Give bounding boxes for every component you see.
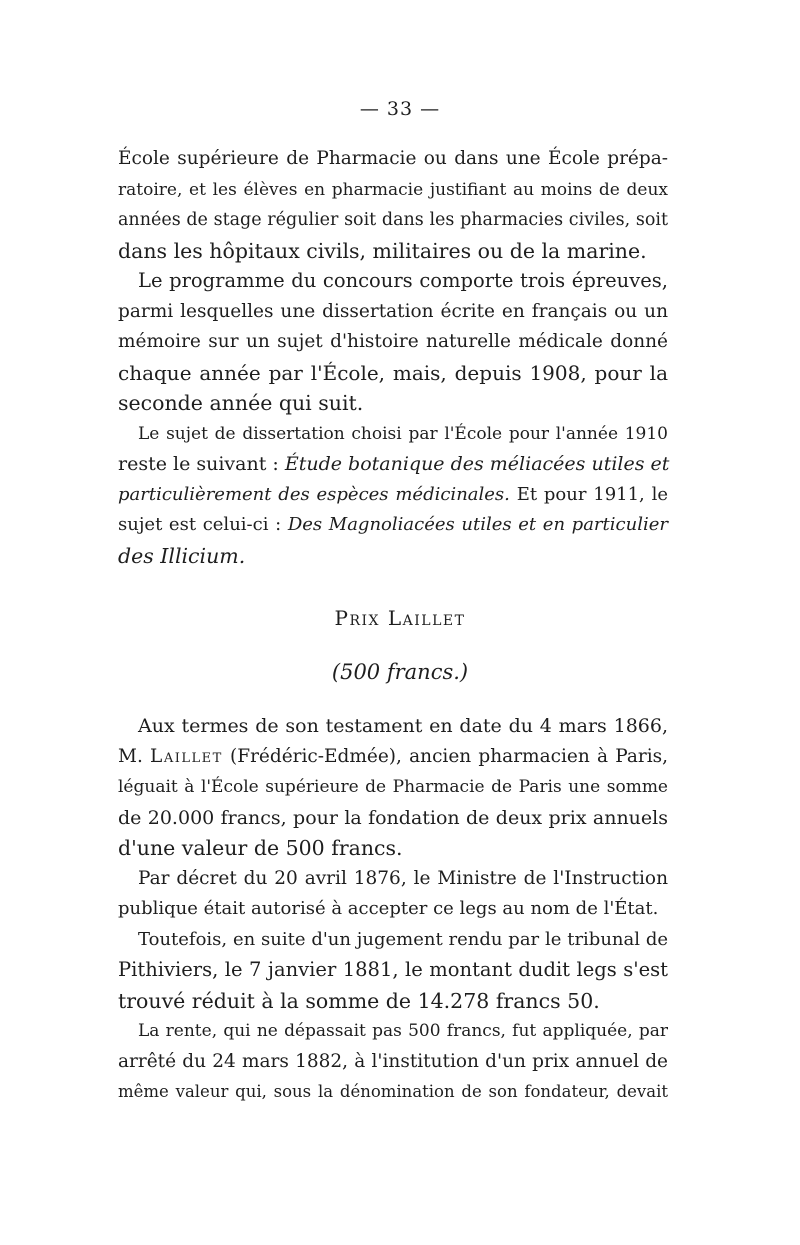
text-line [118,449,668,480]
text-block-school [118,144,668,571]
text-line: seconde année qui suit. [118,391,364,415]
text-line: années de stage régulier soit dans les pharmacies civiles, soit [118,210,668,230]
text-line: La rente, qui ne dépassait pas 500 francs, fut appliquée, par [138,1021,668,1041]
text-line: Aux termes de son testament en date du 4 mars 1866, [138,715,668,737]
text-line: parmi lesquelles une dissertation écrite en français ou un [118,300,668,322]
text-line: arrêté du 24 mars 1882, à l'institution d'un prix annuel de [118,1050,668,1072]
text-block-laillet [118,711,668,1108]
text-line: dans les hôpitaux civils, militaires ou de la marine. [118,238,647,263]
text-line: Le sujet de dissertation choisi par l'École pour l'année 1910 [138,423,668,444]
text-line: Toutefois, en suite d'un jugement rendu par le tribunal de [138,928,668,950]
section-subheading [0,660,800,684]
dissertation-title-1911: Des Magnoliacées utiles et en particulier [287,514,668,535]
text-line [118,742,668,773]
text-line: Pithiviers, le 7 janvier 1881, le montant dudit legs s'est [118,958,668,981]
text-fragment: sujet est celui-ci : [118,514,282,535]
prize-amount: (500 francs.) [331,660,469,684]
text-line: chaque année par l'École, mais, depuis 1908, pour la [118,360,668,385]
text-line: mémoire sur un sujet d'histoire naturelle médicale donné [118,331,668,352]
dissertation-title-1910-cont: particulièrement des espèces médicinales. [118,483,510,505]
text-line: même valeur qui, sous la dénomination de son fondateur, devait [118,1082,668,1101]
text-fragment: Et pour 1911, le [516,483,668,505]
section-heading: Prix Laillet [334,606,466,630]
text-line: léguait à l'École supérieure de Pharmacie de Paris une somme [118,777,668,797]
text-line: de 20.000 francs, pour la fondation de deux prix annuels [118,806,668,829]
text-line: d'une valeur de 500 francs. [118,836,403,860]
text-line: trouvé réduit à la somme de 14.278 francs 50. [118,988,600,1013]
text-line: Par décret du 20 avril 1876, le Ministre de l'Instruction [138,867,668,889]
text-line: École supérieure de Pharmacie ou dans une École prépa- [118,148,668,169]
dissertation-title-1910: Étude botanique des méliacées utiles et [284,453,670,475]
dissertation-title-1911-cont: des Illicium. [118,543,246,568]
text-line: publique était autorisé à accepter ce legs au nom de l'État. [118,898,659,919]
text-line [118,510,668,541]
text-line: Le programme du concours comporte trois épreuves, [138,269,668,292]
text-line [118,480,668,511]
text-fragment: M. [118,745,143,767]
founder-name: Laillet [150,745,223,767]
text-fragment: reste le suivant : [118,453,279,475]
text-fragment: (Frédéric-Edmée), ancien pharmacien à Paris, [230,745,668,767]
text-line: ratoire, et les élèves en pharmacie justifiant au moins de deux [118,179,668,200]
text-line [118,541,668,572]
page-number: — 33 — [359,98,441,120]
